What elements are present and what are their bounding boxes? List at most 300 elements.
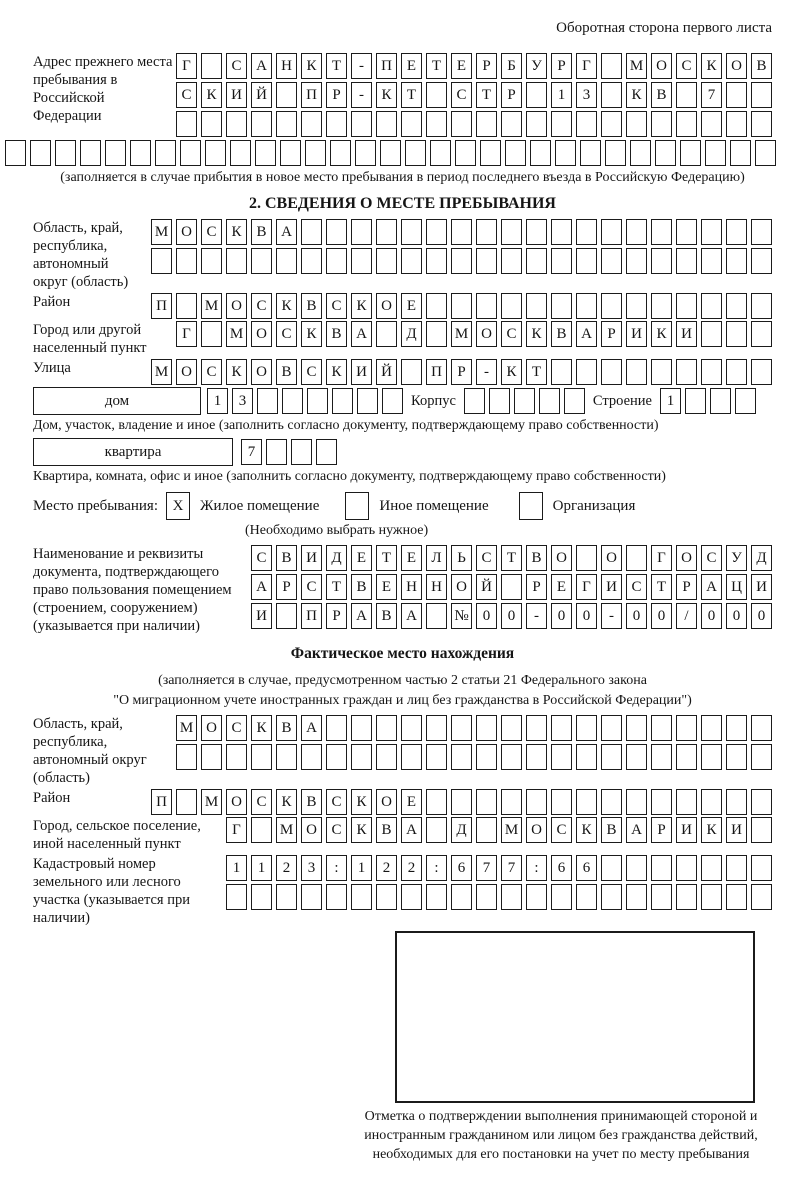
char-cell[interactable] [601, 82, 622, 108]
char-cell[interactable]: Т [526, 359, 547, 385]
char-cell[interactable]: 0 [501, 603, 522, 629]
char-cell[interactable]: К [701, 817, 722, 843]
char-cell[interactable] [601, 53, 622, 79]
char-cell[interactable] [676, 293, 697, 319]
char-cell[interactable]: С [676, 53, 697, 79]
char-cell[interactable]: В [301, 293, 322, 319]
char-cell[interactable]: И [676, 321, 697, 347]
char-cell[interactable]: Д [451, 817, 472, 843]
char-cell[interactable] [601, 219, 622, 245]
char-cell[interactable] [751, 219, 772, 245]
char-cell[interactable]: 7 [476, 855, 497, 881]
char-cell[interactable]: В [276, 715, 297, 741]
char-cell[interactable]: Г [176, 321, 197, 347]
char-cell[interactable]: А [251, 53, 272, 79]
char-cell[interactable]: С [251, 789, 272, 815]
char-cell[interactable] [676, 359, 697, 385]
char-cell[interactable]: 3 [232, 388, 253, 414]
char-cell[interactable] [751, 884, 772, 910]
char-cell[interactable] [751, 817, 772, 843]
stay-type-checkbox-organization[interactable] [519, 492, 543, 520]
char-cell[interactable] [401, 359, 422, 385]
char-cell[interactable]: А [301, 715, 322, 741]
char-cell[interactable]: А [576, 321, 597, 347]
char-cell[interactable]: : [326, 855, 347, 881]
char-cell[interactable] [526, 789, 547, 815]
char-cell[interactable]: С [201, 219, 222, 245]
char-cell[interactable]: С [501, 321, 522, 347]
char-cell[interactable] [326, 884, 347, 910]
char-cell[interactable] [464, 388, 485, 414]
char-cell[interactable] [226, 884, 247, 910]
char-cell[interactable]: С [301, 574, 322, 600]
char-cell[interactable] [755, 140, 776, 166]
char-cell[interactable]: 1 [226, 855, 247, 881]
char-cell[interactable] [601, 855, 622, 881]
char-cell[interactable] [351, 111, 372, 137]
char-cell[interactable]: Т [401, 82, 422, 108]
char-cell[interactable] [576, 111, 597, 137]
char-cell[interactable]: М [626, 53, 647, 79]
char-cell[interactable] [601, 884, 622, 910]
char-cell[interactable]: 0 [576, 603, 597, 629]
char-cell[interactable] [626, 855, 647, 881]
char-cell[interactable] [316, 439, 337, 465]
char-cell[interactable]: 1 [551, 82, 572, 108]
char-cell[interactable]: Р [676, 574, 697, 600]
char-cell[interactable] [426, 817, 447, 843]
char-cell[interactable] [676, 111, 697, 137]
char-cell[interactable]: К [351, 817, 372, 843]
char-cell[interactable] [276, 603, 297, 629]
char-cell[interactable] [726, 715, 747, 741]
char-cell[interactable]: У [726, 545, 747, 571]
char-cell[interactable]: В [251, 219, 272, 245]
char-cell[interactable]: А [251, 574, 272, 600]
char-cell[interactable]: А [351, 321, 372, 347]
char-cell[interactable] [451, 111, 472, 137]
char-cell[interactable] [501, 715, 522, 741]
char-cell[interactable] [230, 140, 251, 166]
char-cell[interactable] [501, 219, 522, 245]
char-cell[interactable] [376, 219, 397, 245]
char-cell[interactable] [401, 219, 422, 245]
char-cell[interactable]: Р [476, 53, 497, 79]
char-cell[interactable]: К [301, 321, 322, 347]
char-cell[interactable] [489, 388, 510, 414]
char-cell[interactable]: Ц [726, 574, 747, 600]
char-cell[interactable] [751, 744, 772, 770]
char-cell[interactable]: В [526, 545, 547, 571]
char-cell[interactable]: Е [451, 53, 472, 79]
char-cell[interactable] [751, 855, 772, 881]
char-cell[interactable] [551, 715, 572, 741]
char-cell[interactable]: О [601, 545, 622, 571]
char-cell[interactable]: С [326, 817, 347, 843]
char-cell[interactable]: М [276, 817, 297, 843]
char-cell[interactable] [726, 219, 747, 245]
char-cell[interactable] [251, 884, 272, 910]
char-cell[interactable] [726, 789, 747, 815]
char-cell[interactable] [476, 744, 497, 770]
char-cell[interactable]: М [151, 359, 172, 385]
char-cell[interactable]: П [301, 603, 322, 629]
char-cell[interactable] [426, 715, 447, 741]
char-cell[interactable]: 0 [476, 603, 497, 629]
char-cell[interactable] [451, 715, 472, 741]
char-cell[interactable]: А [401, 603, 422, 629]
char-cell[interactable] [501, 293, 522, 319]
char-cell[interactable]: 7 [701, 82, 722, 108]
char-cell[interactable]: Е [401, 545, 422, 571]
char-cell[interactable] [276, 82, 297, 108]
char-cell[interactable]: - [601, 603, 622, 629]
char-cell[interactable] [501, 111, 522, 137]
char-cell[interactable] [705, 140, 726, 166]
char-cell[interactable] [355, 140, 376, 166]
char-cell[interactable] [266, 439, 287, 465]
char-cell[interactable] [576, 884, 597, 910]
char-cell[interactable]: К [301, 53, 322, 79]
char-cell[interactable] [526, 293, 547, 319]
char-cell[interactable] [576, 293, 597, 319]
char-cell[interactable] [576, 219, 597, 245]
char-cell[interactable] [55, 140, 76, 166]
char-cell[interactable] [180, 140, 201, 166]
char-cell[interactable]: Й [251, 82, 272, 108]
char-cell[interactable] [651, 789, 672, 815]
char-cell[interactable] [551, 359, 572, 385]
char-cell[interactable]: 1 [251, 855, 272, 881]
char-cell[interactable]: Р [526, 574, 547, 600]
char-cell[interactable]: Т [651, 574, 672, 600]
char-cell[interactable]: С [451, 82, 472, 108]
char-cell[interactable] [726, 82, 747, 108]
char-cell[interactable]: П [376, 53, 397, 79]
char-cell[interactable] [676, 855, 697, 881]
char-cell[interactable] [651, 359, 672, 385]
char-cell[interactable]: И [251, 603, 272, 629]
char-cell[interactable] [526, 248, 547, 274]
char-cell[interactable]: А [401, 817, 422, 843]
char-cell[interactable]: Е [351, 545, 372, 571]
char-cell[interactable] [564, 388, 585, 414]
char-cell[interactable]: В [751, 53, 772, 79]
char-cell[interactable] [701, 715, 722, 741]
char-cell[interactable]: С [226, 715, 247, 741]
char-cell[interactable] [601, 715, 622, 741]
char-cell[interactable]: П [426, 359, 447, 385]
char-cell[interactable] [480, 140, 501, 166]
char-cell[interactable]: К [251, 715, 272, 741]
char-cell[interactable] [301, 884, 322, 910]
char-cell[interactable]: И [226, 82, 247, 108]
char-cell[interactable] [176, 111, 197, 137]
char-cell[interactable] [626, 789, 647, 815]
char-cell[interactable] [680, 140, 701, 166]
char-cell[interactable] [251, 111, 272, 137]
char-cell[interactable] [201, 744, 222, 770]
char-cell[interactable] [526, 82, 547, 108]
char-cell[interactable] [351, 744, 372, 770]
char-cell[interactable] [357, 388, 378, 414]
char-cell[interactable]: Л [426, 545, 447, 571]
char-cell[interactable] [735, 388, 756, 414]
char-cell[interactable]: О [476, 321, 497, 347]
char-cell[interactable] [576, 359, 597, 385]
char-cell[interactable] [576, 744, 597, 770]
char-cell[interactable]: 1 [207, 388, 228, 414]
char-cell[interactable] [651, 111, 672, 137]
char-cell[interactable] [476, 789, 497, 815]
char-cell[interactable] [651, 219, 672, 245]
char-cell[interactable] [751, 789, 772, 815]
char-cell[interactable]: П [151, 789, 172, 815]
char-cell[interactable]: К [626, 82, 647, 108]
char-cell[interactable] [401, 111, 422, 137]
char-cell[interactable] [580, 140, 601, 166]
char-cell[interactable]: У [526, 53, 547, 79]
char-cell[interactable]: С [326, 789, 347, 815]
char-cell[interactable] [201, 321, 222, 347]
char-cell[interactable]: С [701, 545, 722, 571]
char-cell[interactable] [710, 388, 731, 414]
char-cell[interactable] [676, 248, 697, 274]
char-cell[interactable] [551, 789, 572, 815]
char-cell[interactable] [326, 715, 347, 741]
char-cell[interactable]: С [176, 82, 197, 108]
char-cell[interactable]: С [226, 53, 247, 79]
char-cell[interactable] [676, 744, 697, 770]
char-cell[interactable]: 6 [451, 855, 472, 881]
char-cell[interactable]: К [201, 82, 222, 108]
char-cell[interactable] [276, 111, 297, 137]
char-cell[interactable] [401, 715, 422, 741]
char-cell[interactable]: О [251, 321, 272, 347]
char-cell[interactable] [476, 219, 497, 245]
char-cell[interactable] [30, 140, 51, 166]
char-cell[interactable]: К [351, 293, 372, 319]
char-cell[interactable] [201, 53, 222, 79]
char-cell[interactable] [726, 321, 747, 347]
char-cell[interactable]: 2 [276, 855, 297, 881]
char-cell[interactable]: 0 [751, 603, 772, 629]
char-cell[interactable]: С [201, 359, 222, 385]
char-cell[interactable] [326, 111, 347, 137]
char-cell[interactable]: Е [401, 293, 422, 319]
char-cell[interactable]: О [176, 359, 197, 385]
char-cell[interactable]: 0 [651, 603, 672, 629]
char-cell[interactable]: 7 [501, 855, 522, 881]
char-cell[interactable] [530, 140, 551, 166]
char-cell[interactable] [626, 545, 647, 571]
char-cell[interactable]: Р [276, 574, 297, 600]
char-cell[interactable]: С [301, 359, 322, 385]
char-cell[interactable]: И [751, 574, 772, 600]
char-cell[interactable]: Р [451, 359, 472, 385]
char-cell[interactable]: В [601, 817, 622, 843]
char-cell[interactable]: Р [326, 82, 347, 108]
char-cell[interactable]: Й [476, 574, 497, 600]
char-cell[interactable]: Н [276, 53, 297, 79]
char-cell[interactable]: 6 [576, 855, 597, 881]
char-cell[interactable]: - [351, 53, 372, 79]
char-cell[interactable]: С [551, 817, 572, 843]
char-cell[interactable]: Й [376, 359, 397, 385]
char-cell[interactable] [176, 789, 197, 815]
char-cell[interactable]: К [351, 789, 372, 815]
char-cell[interactable]: Г [176, 53, 197, 79]
char-cell[interactable] [276, 248, 297, 274]
char-cell[interactable]: Г [576, 53, 597, 79]
char-cell[interactable]: К [701, 53, 722, 79]
char-cell[interactable]: Р [326, 603, 347, 629]
char-cell[interactable]: В [376, 603, 397, 629]
stay-type-checkbox-other[interactable] [345, 492, 369, 520]
char-cell[interactable] [726, 359, 747, 385]
char-cell[interactable]: 2 [401, 855, 422, 881]
char-cell[interactable]: О [251, 359, 272, 385]
char-cell[interactable] [226, 744, 247, 770]
char-cell[interactable] [5, 140, 26, 166]
char-cell[interactable] [476, 817, 497, 843]
char-cell[interactable]: Д [751, 545, 772, 571]
char-cell[interactable] [605, 140, 626, 166]
char-cell[interactable]: О [201, 715, 222, 741]
char-cell[interactable] [601, 293, 622, 319]
char-cell[interactable] [501, 574, 522, 600]
char-cell[interactable] [676, 715, 697, 741]
char-cell[interactable] [626, 219, 647, 245]
char-cell[interactable]: Т [326, 53, 347, 79]
char-cell[interactable] [176, 248, 197, 274]
char-cell[interactable] [576, 715, 597, 741]
char-cell[interactable] [301, 111, 322, 137]
char-cell[interactable] [501, 248, 522, 274]
char-cell[interactable]: В [301, 789, 322, 815]
char-cell[interactable] [551, 111, 572, 137]
char-cell[interactable] [151, 248, 172, 274]
char-cell[interactable] [476, 248, 497, 274]
char-cell[interactable] [376, 111, 397, 137]
char-cell[interactable] [751, 111, 772, 137]
char-cell[interactable]: 3 [576, 82, 597, 108]
char-cell[interactable]: В [651, 82, 672, 108]
char-cell[interactable] [255, 140, 276, 166]
char-cell[interactable]: Т [426, 53, 447, 79]
char-cell[interactable] [382, 388, 403, 414]
char-cell[interactable] [726, 855, 747, 881]
char-cell[interactable] [701, 321, 722, 347]
char-cell[interactable]: С [251, 293, 272, 319]
char-cell[interactable] [291, 439, 312, 465]
char-cell[interactable] [701, 789, 722, 815]
char-cell[interactable] [332, 388, 353, 414]
char-cell[interactable]: О [176, 219, 197, 245]
char-cell[interactable]: № [451, 603, 472, 629]
char-cell[interactable] [426, 744, 447, 770]
char-cell[interactable] [276, 744, 297, 770]
char-cell[interactable]: М [201, 789, 222, 815]
char-cell[interactable] [601, 744, 622, 770]
char-cell[interactable]: К [276, 293, 297, 319]
char-cell[interactable]: О [676, 545, 697, 571]
char-cell[interactable] [701, 744, 722, 770]
char-cell[interactable]: : [426, 855, 447, 881]
char-cell[interactable] [626, 111, 647, 137]
char-cell[interactable] [701, 855, 722, 881]
char-cell[interactable] [301, 248, 322, 274]
char-cell[interactable] [601, 111, 622, 137]
char-cell[interactable]: А [351, 603, 372, 629]
char-cell[interactable] [551, 219, 572, 245]
char-cell[interactable] [330, 140, 351, 166]
char-cell[interactable]: : [526, 855, 547, 881]
char-cell[interactable]: Т [501, 545, 522, 571]
char-cell[interactable] [401, 744, 422, 770]
char-cell[interactable] [280, 140, 301, 166]
char-cell[interactable] [685, 388, 706, 414]
char-cell[interactable]: П [301, 82, 322, 108]
char-cell[interactable]: О [226, 789, 247, 815]
char-cell[interactable] [676, 219, 697, 245]
char-cell[interactable] [539, 388, 560, 414]
char-cell[interactable]: Е [401, 789, 422, 815]
char-cell[interactable] [426, 884, 447, 910]
char-cell[interactable] [376, 321, 397, 347]
char-cell[interactable] [701, 219, 722, 245]
char-cell[interactable]: М [226, 321, 247, 347]
char-cell[interactable] [326, 219, 347, 245]
char-cell[interactable] [526, 715, 547, 741]
char-cell[interactable] [626, 293, 647, 319]
char-cell[interactable] [305, 140, 326, 166]
char-cell[interactable] [701, 248, 722, 274]
char-cell[interactable]: А [276, 219, 297, 245]
char-cell[interactable]: М [151, 219, 172, 245]
char-cell[interactable] [451, 744, 472, 770]
char-cell[interactable]: К [326, 359, 347, 385]
char-cell[interactable] [501, 744, 522, 770]
char-cell[interactable] [105, 140, 126, 166]
char-cell[interactable]: В [551, 321, 572, 347]
char-cell[interactable] [526, 219, 547, 245]
char-cell[interactable] [426, 248, 447, 274]
char-cell[interactable]: Е [551, 574, 572, 600]
char-cell[interactable] [526, 744, 547, 770]
char-cell[interactable]: Г [226, 817, 247, 843]
char-cell[interactable] [376, 715, 397, 741]
char-cell[interactable] [376, 248, 397, 274]
char-cell[interactable] [626, 248, 647, 274]
char-cell[interactable] [576, 789, 597, 815]
char-cell[interactable] [276, 884, 297, 910]
char-cell[interactable]: И [726, 817, 747, 843]
char-cell[interactable]: К [526, 321, 547, 347]
char-cell[interactable]: Б [501, 53, 522, 79]
char-cell[interactable] [426, 293, 447, 319]
char-cell[interactable] [601, 359, 622, 385]
char-cell[interactable] [301, 744, 322, 770]
char-cell[interactable] [426, 603, 447, 629]
char-cell[interactable] [476, 293, 497, 319]
char-cell[interactable] [630, 140, 651, 166]
char-cell[interactable]: О [726, 53, 747, 79]
char-cell[interactable] [476, 715, 497, 741]
char-cell[interactable]: Н [401, 574, 422, 600]
char-cell[interactable]: 0 [726, 603, 747, 629]
char-cell[interactable] [405, 140, 426, 166]
